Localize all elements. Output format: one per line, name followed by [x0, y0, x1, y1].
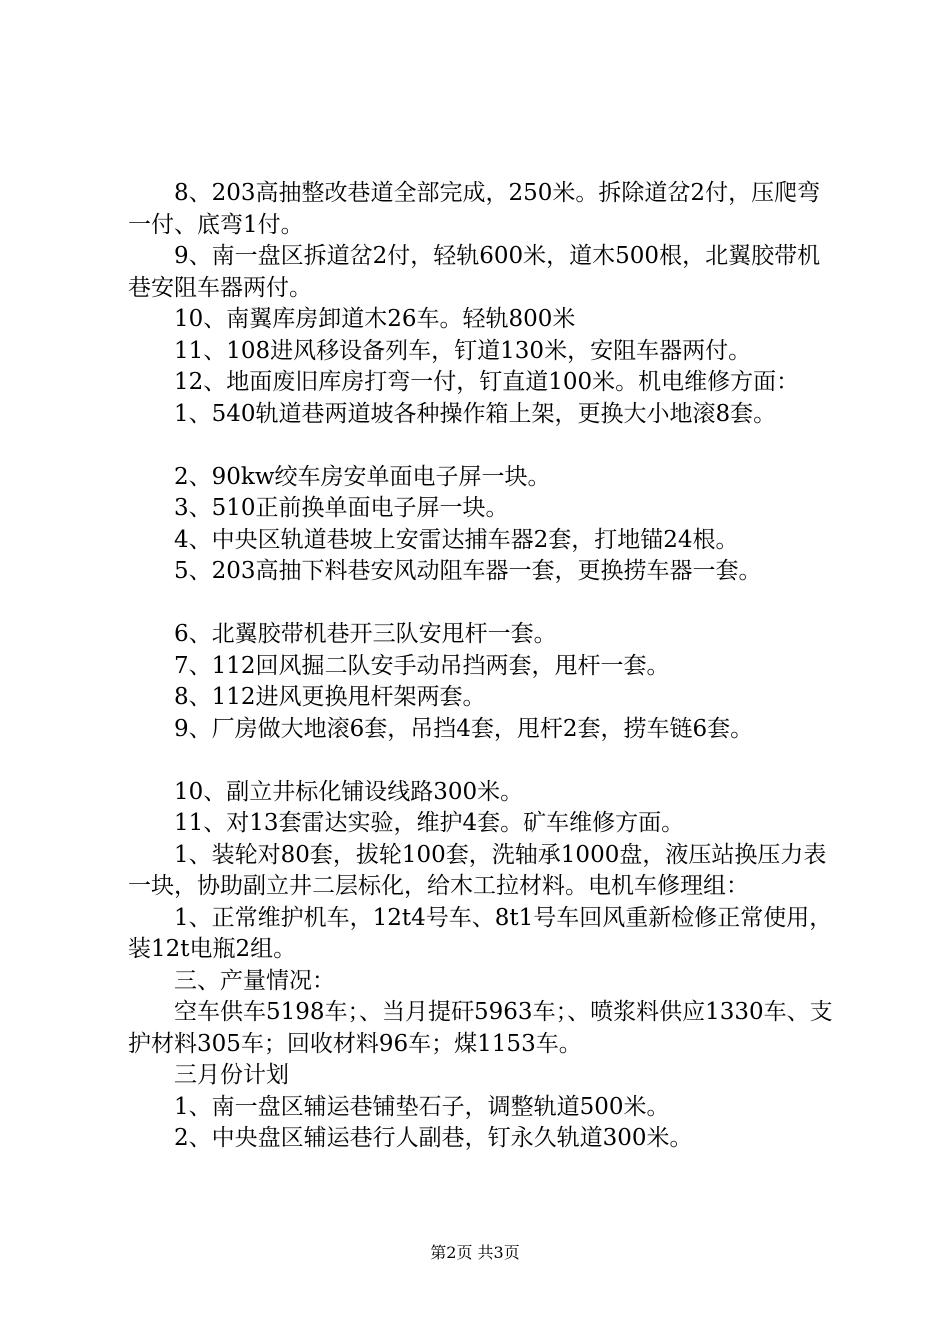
paragraph: 5、203高抽下料巷安风动阻车器一套，更换捞车器一套。 [174, 558, 762, 584]
paragraph: 10、副立井标化铺设线路300米。 [174, 778, 524, 805]
paragraph: 2、90kw绞车房安单面电子屏一块。 [174, 463, 551, 490]
blank-line [128, 430, 840, 462]
paragraph: 1、装轮对80套，拔轮100套，洗轴承1000盘，液压站换压力表一块，协助副立井二层标化，给木工拉材料。电机车修理组： [128, 841, 827, 899]
page-footer: 第2页 共3页 [430, 1243, 520, 1262]
paragraph: 11、108进风移设备列车，钉道130米，安阻车器两付。 [174, 337, 752, 364]
paragraph: 1、540轨道巷两道坡各种操作箱上架，更换大小地滚8套。 [174, 400, 777, 427]
section-heading: 三、产量情况： [174, 967, 335, 994]
paragraph: 9、厂房做大地滚6套，吊挡4套，甩杆2套，捞车链6套。 [174, 715, 754, 742]
paragraph: 10、南翼库房卸道木26车。轻轨800米 [174, 306, 576, 332]
paragraph: 12、地面废旧库房打弯一付，钉直道100米。机电维修方面： [174, 369, 800, 395]
paragraph: 8、112进风更换甩杆架两套。 [174, 684, 486, 710]
paragraph: 6、北翼胶带机巷开三队安甩杆一套。 [174, 621, 557, 647]
paragraph: 8、203高抽整改巷道全部完成，250米。拆除道岔2付，压爬弯一付、底弯1付。 [128, 180, 821, 238]
paragraph: 4、中央区轨道巷坡上安雷达捕车器2套，打地锚24根。 [174, 526, 739, 553]
blank-line [128, 745, 840, 777]
paragraph: 11、对13套雷达实验，维护4套。矿车维修方面。 [174, 810, 685, 836]
document-body [128, 178, 840, 1155]
paragraph: 1、正常维护机车，12t4号车、8t1号车回风重新检修正常使用，装12t电瓶2组。 [128, 904, 833, 962]
paragraph: 空车供车5198车；、当月提矸5963车；、喷浆料供应1330车、支护材料305车；回收材料96车；煤1153车。 [128, 999, 833, 1057]
paragraph: 9、南一盘区拆道岔2付，轻轨600米，道木500根，北翼胶带机巷安阻车器两付。 [128, 243, 821, 301]
paragraph: 3、510正前换单面电子屏一块。 [174, 495, 509, 521]
paragraph: 7、112回风掘二队安手动吊挡两套，甩杆一套。 [174, 652, 670, 679]
paragraph: 2、中央盘区辅运巷行人副巷，钉永久轨道300米。 [174, 1125, 693, 1151]
section-heading: 三月份计划 [174, 1062, 289, 1088]
paragraph: 1、南一盘区辅运巷铺垫石子，调整轨道500米。 [174, 1093, 670, 1120]
blank-line [128, 588, 840, 620]
